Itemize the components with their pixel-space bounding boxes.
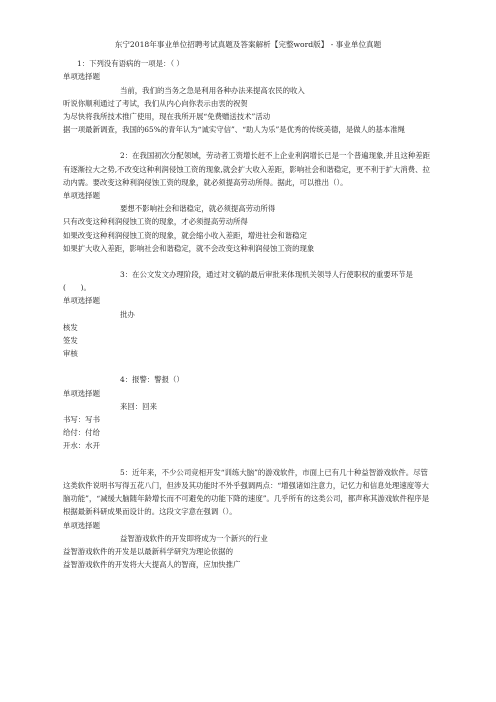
option-d: 如果扩大收入差距，影响社会和谐稳定，就不会改变这种利润侵蚀工资的现象 <box>63 243 315 253</box>
question-stem: 2：在我国初次分配领域，劳动者工资增长赶不上企业利润增长已是一个普遍现象,并且这种差距有逐渐拉大之势,不改变这种利润侵蚀工资的现象,就会扩大收入差距，影响社会和谐稳定，更不利于扩大消费、拉动内需。要改变这种利润侵蚀工资的现象，就必须提高劳动所得。据此，可以推出（）。 <box>63 151 431 187</box>
question-2 <box>63 149 433 255</box>
question-stem: 5：近年来，不少公司竞相开发“训练大脑”的游戏软件，市面上已有几十种益智游戏软件。尽管这类软件说明书写得五花八门，但涉及其功能时不外乎强调两点：“增强诸如注意力，记忆力和信息处理速度等大脑功能”，“减缓大脑随年龄增长而不可避免的功能下降的速度”。几乎所有的这类公司，都声称其游戏软件程序是根据最新科研成果而设计的。这段文字意在强调（）。 <box>63 467 430 517</box>
option-b: 只有改变这种利润侵蚀工资的现象，才必须提高劳动所得 <box>63 217 248 227</box>
option-c: 给付：付给 <box>63 428 100 438</box>
question-type: 单项选择题 <box>63 72 100 82</box>
option-a: 来回：回来 <box>120 401 157 411</box>
question-3 <box>63 268 433 360</box>
option-b: 核发 <box>63 322 78 332</box>
question-type: 单项选择题 <box>63 388 100 398</box>
option-a: 批办 <box>120 309 135 319</box>
option-a: 当前，我们的当务之急是利用各种办法来提高农民的收入 <box>120 85 305 95</box>
option-c: 为尽快将我所技术推广使用，现在我所开展“免费赠送技术”活动 <box>63 112 271 122</box>
option-b: 听说你顺利通过了考试，我们从内心向你表示由衷的祝贺 <box>63 98 248 108</box>
option-c: 益智游戏软件的开发将大大提高人的智商，应加快推广 <box>63 560 241 570</box>
option-b: 益智游戏软件的开发是以最新科学研究为理论依据的 <box>63 546 233 556</box>
question-stem: 4：报警：警报（） <box>120 375 184 385</box>
option-a: 要想不影响社会和谐稳定，就必须提高劳动所得 <box>120 204 276 214</box>
document-title: 东宁2018年事业单位招聘考试真题及答案解析【完整word版】 - 事业单位真题 <box>114 40 382 49</box>
option-b: 书写：写书 <box>63 415 100 425</box>
question-stem: 3：在公文发文办理阶段，通过对文稿的最后审批来体现机关领导人行使职权的重要环节是( )。 <box>63 270 413 293</box>
option-a: 益智游戏软件的开发即将成为一个新兴的行业 <box>120 533 268 543</box>
question-stem: 1：下列没有语病的一项是：（ ） <box>77 59 184 69</box>
document-body <box>63 38 433 571</box>
option-d: 审核 <box>63 349 78 359</box>
question-type: 单项选择题 <box>63 520 100 530</box>
option-d: 开水：水开 <box>63 441 100 451</box>
question-type: 单项选择题 <box>63 296 100 306</box>
option-d: 据一项最新调查，我国的65%的青年认为“诚实守信”、“助人为乐”是优秀的传统美德，是做人的基本准绳 <box>63 125 405 135</box>
option-c: 如果改变这种利润侵蚀工资的现象，就会缩小收入差距，增进社会和谐稳定 <box>63 230 307 240</box>
question-4 <box>63 373 433 452</box>
question-5 <box>63 466 433 572</box>
question-type: 单项选择题 <box>63 191 100 201</box>
question-1 <box>63 57 433 136</box>
option-c: 签发 <box>63 336 78 346</box>
